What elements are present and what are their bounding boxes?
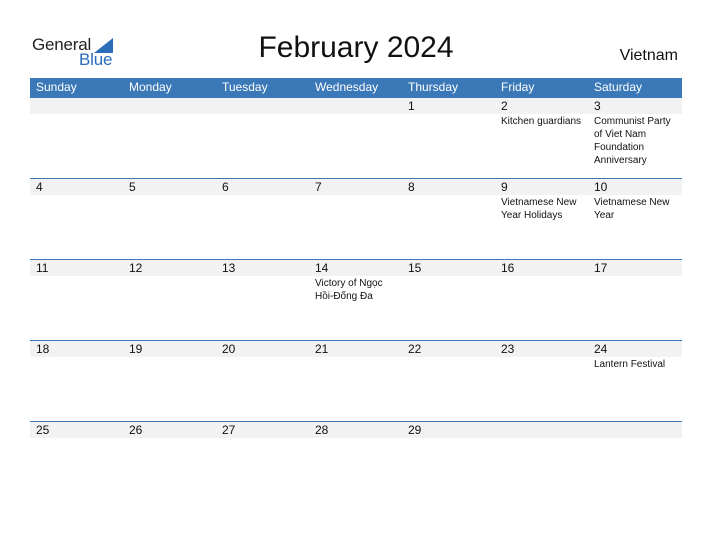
day-number: 8 — [408, 180, 415, 194]
day-number — [501, 422, 588, 438]
day-event: Kitchen guardians — [501, 116, 582, 127]
day-number: 13 — [222, 261, 236, 275]
day-cell — [123, 260, 216, 340]
day-event: Communist Party of Viet Nam Foundation Anniversary — [594, 116, 671, 166]
day-number: 22 — [408, 342, 422, 356]
day-number: 4 — [36, 180, 43, 194]
week-row — [30, 178, 682, 259]
day-event: Lantern Festival — [594, 359, 666, 370]
day-cell — [216, 341, 309, 421]
day-event — [222, 438, 309, 439]
day-event: Vietnamese New Year Holidays — [501, 197, 577, 221]
weekday-monday: Monday — [129, 80, 172, 94]
day-event — [408, 438, 495, 439]
day-event — [36, 276, 123, 277]
day-cell — [216, 98, 309, 178]
weekday-thursday: Thursday — [408, 80, 459, 94]
day-number: 27 — [222, 423, 236, 437]
weekday-sunday: Sunday — [36, 80, 77, 94]
day-number: 6 — [222, 180, 229, 194]
day-cell — [588, 422, 682, 502]
day-cell — [216, 422, 309, 502]
day-number: 20 — [222, 342, 236, 356]
week-row — [30, 421, 682, 502]
day-cell — [30, 260, 123, 340]
day-event — [36, 114, 123, 115]
day-cell — [402, 422, 495, 502]
week-row — [30, 259, 682, 340]
brand-general-text: General — [32, 35, 92, 54]
day-cell — [495, 260, 588, 340]
day-event: Vietnamese New Year — [594, 197, 670, 221]
day-number: 1 — [408, 99, 415, 113]
day-cell — [495, 341, 588, 421]
day-number: 11 — [36, 261, 49, 275]
day-event — [315, 438, 402, 439]
week-row — [30, 340, 682, 421]
day-cell — [30, 98, 123, 178]
day-number: 26 — [129, 423, 143, 437]
day-number: 25 — [36, 423, 50, 437]
day-event — [501, 357, 588, 358]
day-cell — [216, 260, 309, 340]
day-event — [501, 438, 588, 439]
day-number — [222, 98, 309, 114]
day-event — [408, 195, 495, 196]
day-cell — [309, 341, 402, 421]
day-cell — [30, 179, 123, 259]
day-cell — [402, 260, 495, 340]
day-cell — [402, 98, 495, 178]
day-event — [129, 357, 216, 358]
day-cell — [402, 179, 495, 259]
day-cell — [495, 179, 588, 259]
day-event — [408, 357, 495, 358]
weekday-tuesday: Tuesday — [222, 80, 268, 94]
day-cell — [588, 98, 682, 178]
day-number: 19 — [129, 342, 143, 356]
day-cell — [309, 179, 402, 259]
day-cell — [402, 341, 495, 421]
day-number: 17 — [594, 261, 608, 275]
day-cell — [123, 179, 216, 259]
day-event — [315, 195, 402, 196]
day-number — [129, 98, 216, 114]
day-cell — [309, 422, 402, 502]
country-label: Vietnam — [619, 47, 678, 64]
day-number — [594, 422, 682, 438]
day-number: 7 — [315, 180, 322, 194]
weekday-friday: Friday — [501, 80, 535, 94]
day-event — [36, 195, 123, 196]
day-event — [222, 357, 309, 358]
day-number: 14 — [315, 261, 329, 275]
day-cell — [495, 422, 588, 502]
calendar-title: February 2024 — [258, 31, 454, 64]
day-number: 28 — [315, 423, 329, 437]
day-number: 23 — [501, 342, 515, 356]
day-event — [222, 276, 309, 277]
day-number — [315, 98, 402, 114]
day-number: 21 — [315, 342, 329, 356]
weekday-saturday: Saturday — [594, 80, 643, 94]
brand-blue-text: Blue — [79, 50, 113, 69]
day-number — [36, 98, 123, 114]
day-number: 2 — [501, 99, 508, 113]
day-cell — [123, 341, 216, 421]
day-event — [315, 357, 402, 358]
day-event — [315, 114, 402, 115]
day-event — [408, 276, 495, 277]
day-number: 5 — [129, 180, 136, 194]
day-event — [129, 114, 216, 115]
day-event — [129, 438, 216, 439]
day-event: Victory of Ngọc Hồi-Đống Đa — [315, 278, 383, 302]
day-number: 29 — [408, 423, 422, 437]
day-cell — [216, 179, 309, 259]
day-event — [408, 114, 495, 115]
day-event — [594, 438, 682, 439]
weekday-wednesday: Wednesday — [315, 80, 379, 94]
day-cell — [30, 422, 123, 502]
day-number: 9 — [501, 180, 508, 194]
day-event — [36, 357, 123, 358]
day-event — [594, 276, 682, 277]
day-number: 10 — [594, 180, 608, 194]
day-cell — [309, 260, 402, 340]
day-cell — [30, 341, 123, 421]
day-event — [501, 276, 588, 277]
day-number: 15 — [408, 261, 422, 275]
day-cell — [123, 422, 216, 502]
day-event — [36, 438, 123, 439]
day-number: 24 — [594, 342, 608, 356]
day-event — [222, 114, 309, 115]
day-cell — [588, 179, 682, 259]
day-number: 18 — [36, 342, 50, 356]
day-cell — [495, 98, 588, 178]
day-cell — [309, 98, 402, 178]
week-row — [30, 97, 682, 178]
day-event — [129, 276, 216, 277]
day-number: 12 — [129, 261, 143, 275]
day-number: 3 — [594, 99, 601, 113]
day-number: 16 — [501, 261, 515, 275]
day-cell — [123, 98, 216, 178]
day-cell — [588, 341, 682, 421]
day-event — [222, 195, 309, 196]
day-cell — [588, 260, 682, 340]
weekday-header — [30, 78, 682, 97]
day-event — [129, 195, 216, 196]
